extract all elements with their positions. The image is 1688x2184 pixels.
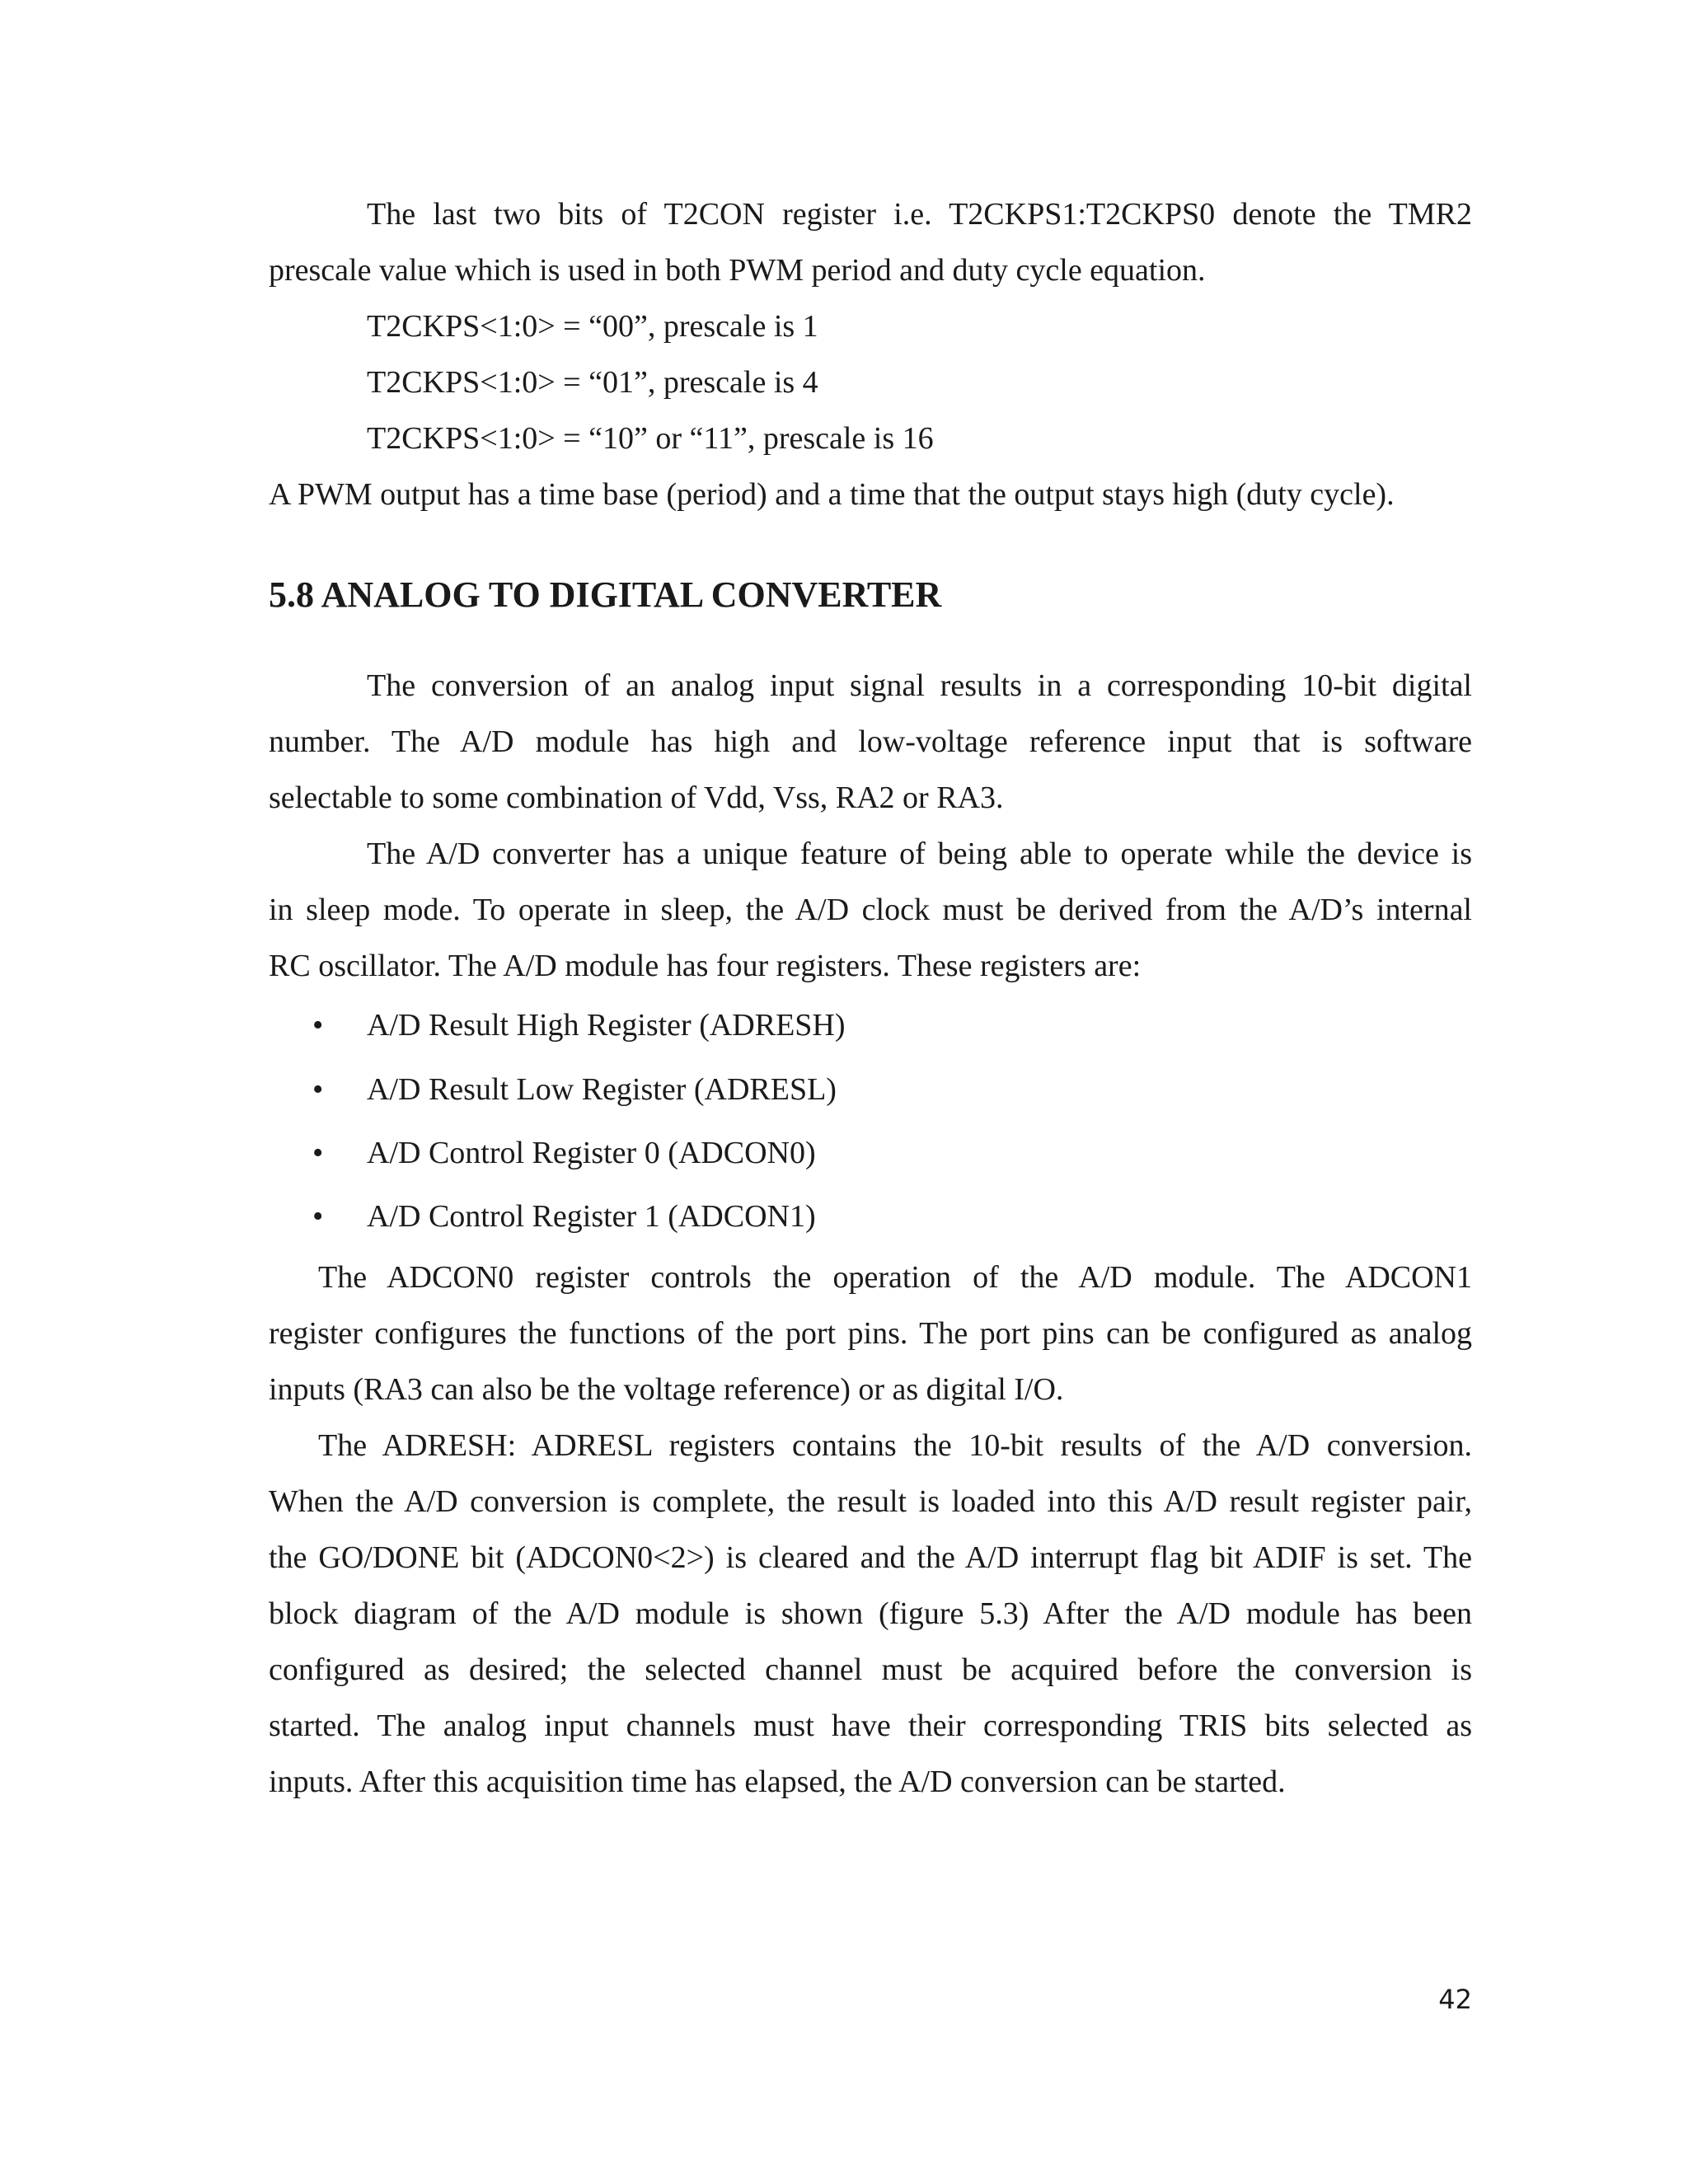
bullet-icon: •: [312, 1008, 324, 1043]
para4-line: configured as desired; the selected channel must be acquired before the conversion is: [269, 1652, 1472, 1687]
list-item-text: A/D Result High Register (ADRESH): [367, 1008, 846, 1043]
para4-line: When the A/D conversion is complete, the result is loaded into this A/D result register pair,: [269, 1484, 1472, 1519]
intro-line-2: prescale value which is used in both PWM period and duty cycle equation.: [269, 253, 1206, 288]
list-item-text: A/D Control Register 1 (ADCON1): [367, 1199, 816, 1234]
para4-line: The ADRESH: ADRESL registers contains the 10-bit results of the A/D conversion.: [318, 1428, 1472, 1463]
document-page: [269, 0, 1472, 2184]
pwm-description: A PWM output has a time base (period) and a time that the output stays high (duty cycle).: [269, 477, 1395, 512]
para1-line: The conversion of an analog input signal results in a corresponding 10-bit digital: [367, 668, 1472, 703]
para2-line: in sleep mode. To operate in sleep, the A/D clock must be derived from the A/D’s internal: [269, 893, 1472, 927]
bullet-icon: •: [312, 1199, 324, 1234]
list-item-text: A/D Control Register 0 (ADCON0): [367, 1136, 816, 1170]
page-number: 42: [1438, 1984, 1472, 2015]
para2-line: The A/D converter has a unique feature of being able to operate while the device is: [367, 837, 1472, 871]
section-heading: 5.8 ANALOG TO DIGITAL CONVERTER: [269, 574, 942, 615]
para3-line: The ADCON0 register controls the operation of the A/D module. The ADCON1: [318, 1260, 1472, 1295]
para3-line: inputs (RA3 can also be the voltage reference) or as digital I/O.: [269, 1372, 1064, 1407]
prescale-item: T2CKPS<1:0> = “10” or “11”, prescale is 16: [367, 421, 934, 456]
para2-line: RC oscillator. The A/D module has four registers. These registers are:: [269, 949, 1142, 983]
bullet-icon: •: [312, 1136, 324, 1170]
para1-line: number. The A/D module has high and low-voltage reference input that is software: [269, 724, 1472, 759]
para1-line: selectable to some combination of Vdd, Vss, RA2 or RA3.: [269, 780, 1004, 815]
para4-line: inputs. After this acquisition time has elapsed, the A/D conversion can be started.: [269, 1765, 1286, 1799]
para3-line: register configures the functions of the port pins. The port pins can be configured as analog: [269, 1316, 1472, 1351]
list-item-text: A/D Result Low Register (ADRESL): [367, 1072, 837, 1107]
para4-line: the GO/DONE bit (ADCON0<2>) is cleared and the A/D interrupt flag bit ADIF is set. The: [269, 1540, 1472, 1575]
para4-line: started. The analog input channels must have their corresponding TRIS bits selected as: [269, 1708, 1472, 1743]
intro-line-1: The last two bits of T2CON register i.e. T2CKPS1:T2CKPS0 denote the TMR2: [367, 197, 1472, 232]
prescale-item: T2CKPS<1:0> = “01”, prescale is 4: [367, 365, 818, 400]
bullet-icon: •: [312, 1072, 324, 1107]
para4-line: block diagram of the A/D module is shown (figure 5.3) After the A/D module has been: [269, 1596, 1472, 1631]
prescale-item: T2CKPS<1:0> = “00”, prescale is 1: [367, 309, 818, 344]
